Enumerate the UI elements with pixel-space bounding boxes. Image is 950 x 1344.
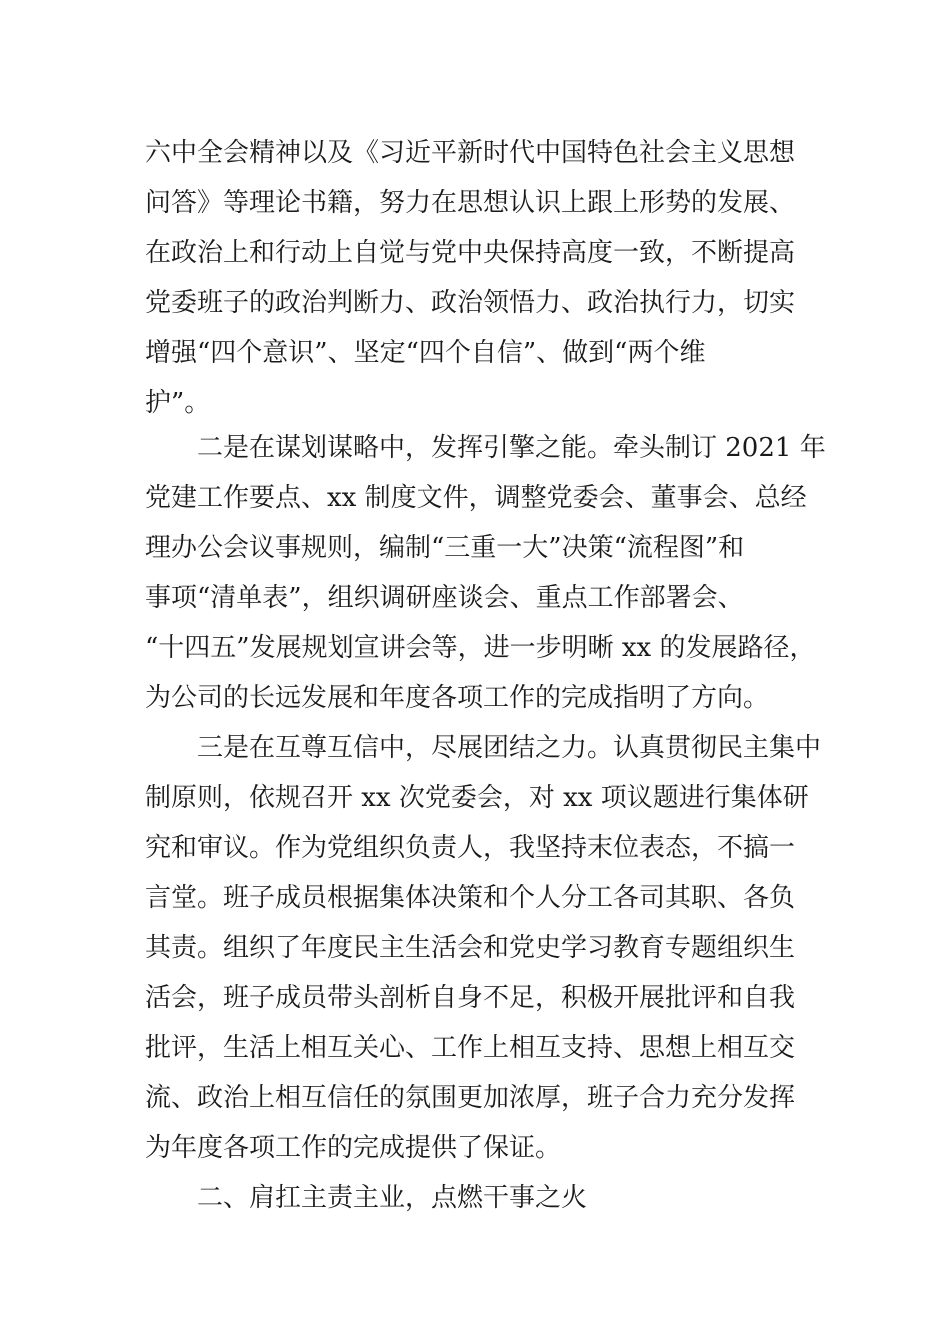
text-line: “十四五”发展规划宣讲会等，进一步明晰 xx 的发展路径， xyxy=(145,633,816,663)
text-line: 在政治上和行动上自觉与党中央保持高度一致，不断提高 xyxy=(145,238,796,268)
text-line: 党委班子的政治判断力、政治领悟力、政治执行力，切实 xyxy=(145,288,796,318)
paragraph-line: 二是在谋划谋略中，发挥引擎之能。牵头制订 2021 年 xyxy=(145,433,826,463)
text-line: 言堂。班子成员根据集体决策和个人分工各司其职、各负 xyxy=(145,883,796,913)
text-line: 问答》等理论书籍，努力在思想认识上跟上形势的发展、 xyxy=(145,188,796,218)
text-line: 党建工作要点、xx 制度文件，调整党委会、董事会、总经 xyxy=(145,483,807,513)
text-line: 事项“清单表”，组织调研座谈会、重点工作部署会、 xyxy=(145,583,744,613)
text-line: 活会，班子成员带头剖析自身不足，积极开展批评和自我 xyxy=(145,983,796,1013)
text-line: 护”。 xyxy=(145,388,211,418)
text-line: 究和审议。作为党组织负责人，我坚持末位表态，不搞一 xyxy=(145,833,796,863)
text-line: 为公司的长远发展和年度各项工作的完成指明了方向。 xyxy=(145,683,770,713)
text-line: 制原则，依规召开 xx 次党委会，对 xx 项议题进行集体研 xyxy=(145,783,809,813)
text-line: 理办公会议事规则，编制“三重一大”决策“流程图”和 xyxy=(145,533,745,563)
text-line: 为年度各项工作的完成提供了保证。 xyxy=(145,1133,562,1163)
text-line: 批评，生活上相互关心、工作上相互支持、思想上相互交 xyxy=(145,1033,796,1063)
text-line: 增强“四个意识”、坚定“四个自信”、做到“两个维 xyxy=(145,338,706,368)
paragraph-line: 三是在互尊互信中，尽展团结之力。认真贯彻民主集中 xyxy=(145,733,822,763)
text-line: 其责。组织了年度民主生活会和党史学习教育专题组织生 xyxy=(145,933,796,963)
section-heading: 二、肩扛主责主业，点燃干事之火 xyxy=(145,1183,588,1213)
text-line: 六中全会精神以及《习近平新时代中国特色社会主义思想 xyxy=(145,138,796,168)
text-line: 流、政治上相互信任的氛围更加浓厚，班子合力充分发挥 xyxy=(145,1083,796,1113)
